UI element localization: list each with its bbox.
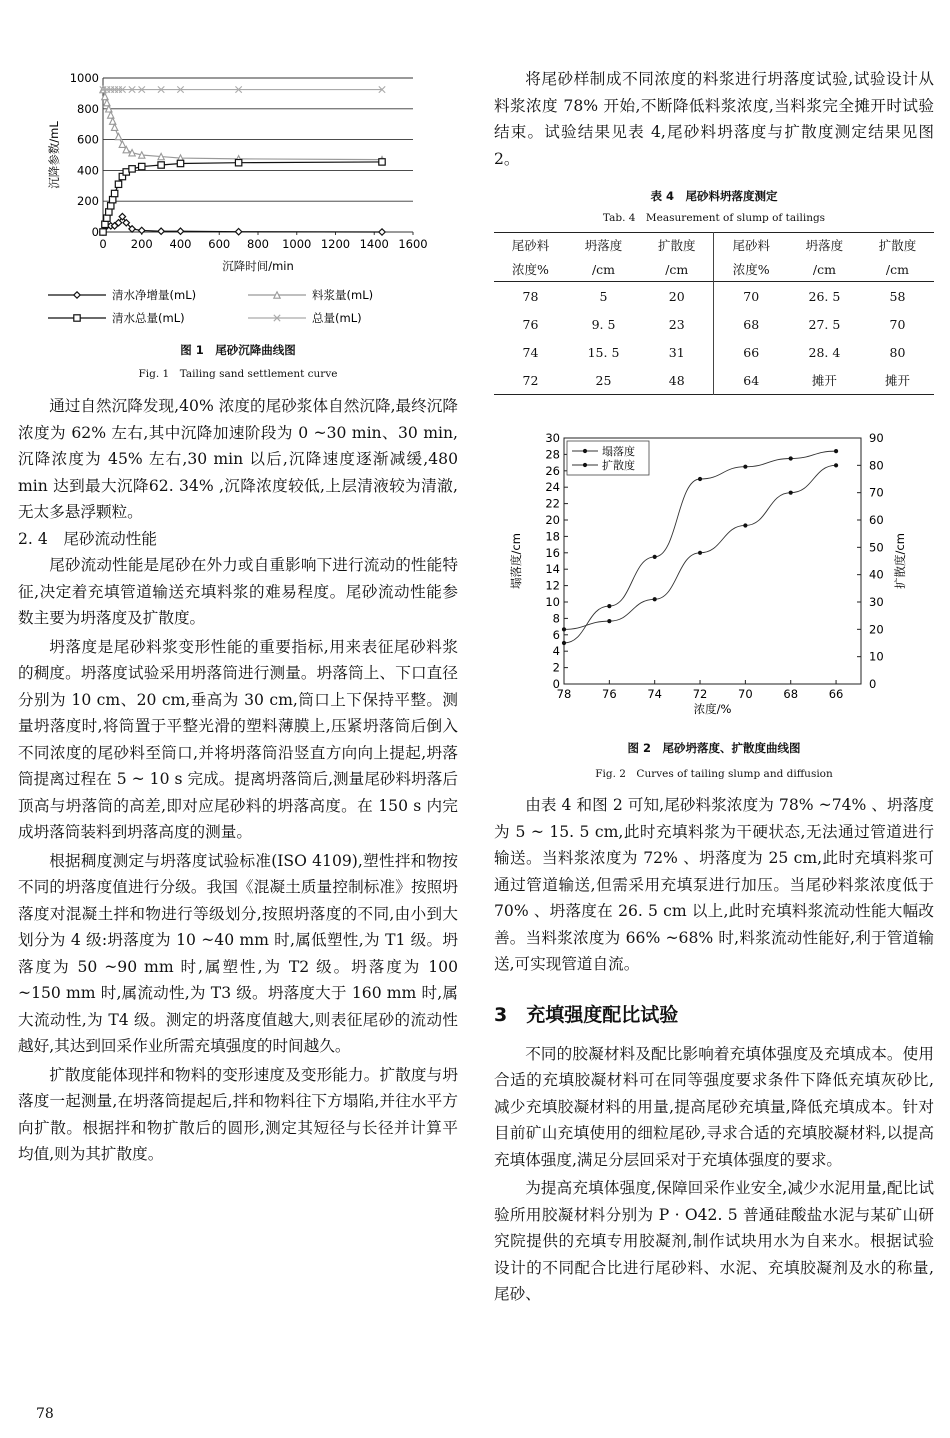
table-header-cell: 扩散度: [640, 233, 714, 258]
y-axis-label: 沉降参数/mL: [47, 121, 61, 189]
right-tick-label: 80: [869, 458, 884, 473]
table-row: [494, 338, 934, 366]
data-point: [743, 465, 747, 469]
x-tick-label: 1600: [398, 237, 428, 251]
x-tick-label: 800: [247, 237, 269, 251]
table-cell: 23: [640, 310, 714, 338]
x-tick-label: 72: [692, 687, 708, 701]
data-point: [119, 213, 125, 219]
x-tick-label: 1000: [282, 237, 312, 251]
table-row: [494, 282, 934, 311]
table-row: [494, 366, 934, 395]
table-cell: 68: [743, 316, 760, 332]
figure-1-caption-en: Fig. 1 Tailing sand settlement curve: [138, 368, 338, 380]
section-heading-2-4: 2. 4 尾砂流动性能: [18, 529, 157, 548]
data-point: [834, 449, 838, 453]
paragraph: 为提高充填体强度,保障回采作业安全,减少水泥用量,配比试验所用胶凝材料分别为 P · O42. 5 普通硅酸盐水泥与某矿山研究院提供的充填专用胶凝剂,制作试块用水为自来水。根据试验设计的不同配合比进行尾砂料、水泥、充填胶凝剂及水的称量,尾砂、: [494, 1179, 934, 1303]
data-point: [108, 112, 114, 118]
table-4-caption-cn: 表 4 尾砂料坍落度测定: [650, 189, 778, 203]
legend-marker: [583, 449, 587, 453]
data-point: [177, 228, 183, 234]
x-tick-label: 0: [99, 237, 107, 251]
right-tick-label: 0: [869, 677, 877, 691]
right-tick-label: 30: [869, 595, 884, 609]
data-point: [111, 190, 117, 196]
legend-label: 料浆量(mL): [312, 288, 374, 302]
table-header-cell: 浓度%: [732, 262, 770, 277]
data-point: [111, 124, 117, 130]
table-header-cell: /cm: [885, 261, 909, 277]
page-number: 78: [36, 1406, 54, 1422]
data-point: [562, 641, 566, 645]
right-tick-label: 50: [869, 540, 884, 555]
right-tick-label: 70: [869, 485, 884, 500]
figure-1-caption-cn: 图 1 尾砂沉降曲线图: [180, 343, 296, 357]
right-tick-label: 90: [869, 431, 884, 445]
data-point: [235, 228, 241, 234]
paragraph: 将尾砂样制成不同浓度的料浆进行坍落度试验,试验设计从料浆浓度 78% 开始,不断降低料浆浓度,当料浆完全摊开时试验结束。试验结果见表 4,尾砂料坍落度与扩散度测定结果见图 2。: [494, 70, 934, 168]
table-row: [494, 310, 934, 338]
left-tick-label: 16: [545, 545, 560, 560]
legend-marker: [583, 463, 587, 467]
y-tick-label: 800: [77, 101, 99, 116]
table-cell: 摊开: [811, 373, 837, 388]
table-cell: 64: [743, 372, 760, 388]
table-header-cell: 尾砂料: [511, 238, 550, 253]
left-tick-label: 6: [552, 627, 560, 642]
table-cell: 27. 5: [808, 316, 841, 332]
legend-label: 扩散度: [602, 459, 635, 472]
table-header-cell: /cm: [812, 261, 836, 277]
left-tick-label: 14: [545, 562, 560, 577]
data-point: [104, 215, 110, 221]
left-tick-label: 8: [552, 611, 560, 626]
figure-2-caption-cn: 图 2 尾砂坍落度、扩散度曲线图: [627, 741, 801, 755]
data-point: [653, 555, 657, 559]
table-cell: 48: [640, 366, 714, 395]
data-point: [743, 523, 747, 527]
data-point: [607, 619, 611, 623]
series-line: [564, 465, 836, 629]
data-point: [653, 597, 657, 601]
left-tick-label: 0: [552, 677, 560, 691]
table-cell: 58: [889, 288, 906, 304]
legend-label: 塌落度: [602, 445, 635, 458]
left-tick-label: 24: [545, 480, 560, 495]
table-cell: 80: [889, 344, 906, 360]
right-tick-label: 40: [869, 567, 884, 582]
left-tick-label: 2: [552, 660, 560, 675]
paragraph: 坍落度是尾砂料浆变形性能的重要指标,用来表征尾砂料浆的稠度。坍落度试验采用坍落筒进行测量。坍落筒上、下口直径分别为 10 cm、20 cm,垂高为 30 cm,筒口上下保持平整。测量坍落度时,将筒置于平整光滑的塑料薄膜上,压紧坍落筒后倒入不同浓度的尾砂料至筒口,并将坍落筒沿竖直方向向上提起,坍落筒提离过程在 5 ~ 10 s 完成。提离坍落筒后,测量尾砂料坍落后顶高与坍落筒的高差,即对应尾砂料的坍落高度。在 150 s 内完成坍落筒装料到坍落高度的测量。: [18, 637, 458, 841]
left-tick-label: 12: [545, 578, 560, 593]
table-4-caption-en: Tab. 4 Measurement of slump of tailings: [602, 212, 826, 224]
data-point: [158, 228, 164, 234]
table-header-cell: 扩散度: [878, 238, 917, 253]
table-cell: 70: [889, 316, 906, 332]
y-tick-label: 0: [91, 225, 99, 239]
table-cell: 28. 4: [808, 344, 841, 360]
table-cell: 74: [522, 344, 539, 360]
paragraph: 根据稠度测定与坍落度试验标准(ISO 4109),塑性拌和物按不同的坍落度值进行分级。我国《混凝土质量控制标准》按照坍落度对混凝土拌和物进行等级划分,按照坍落度的不同,由小到大划分为 4 级:坍落度为 10 ~40 mm 时,属低塑性,为 T1 级。坍落度为 50 ~90 mm 时,属塑性,为 T2 级。坍落度为 100 ~150 mm 时,属流动性,为 T3 级。坍落度大于 160 mm 时,属大流动性,为 T4 级。测定的坍落度值越大,则表征尾砂的流动性越好,其达到回采作业所需充填强度的时间越久。: [18, 851, 458, 1055]
y-tick-label: 1000: [69, 71, 99, 85]
data-point: [108, 203, 114, 209]
data-point: [834, 463, 838, 467]
section-heading-3: 3 充填强度配比试验: [494, 1003, 679, 1026]
left-tick-label: 20: [545, 513, 560, 527]
left-tick-label: 10: [545, 595, 560, 609]
paragraph: 不同的胶凝材料及配比影响着充填体强度及充填成本。使用合适的充填胶凝材料可在同等强度要求条件下降低充填灰砂比,减少充填胶凝材料的用量,提高尾砂充填量,降低充填成本。针对目前矿山充填使用的细粒尾砂,寻求合适的充填胶凝材料,以提高充填体强度,满足分层回采对于充填体强度的要求。: [494, 1044, 934, 1169]
data-point: [119, 141, 125, 147]
table-cell: 78: [522, 288, 539, 304]
x-tick-label: 200: [130, 237, 153, 251]
table-header-cell: 尾砂料: [732, 238, 770, 253]
table-header-cell: 坍落度: [805, 238, 844, 253]
table-cell: 25: [595, 372, 612, 388]
x-tick-label: 400: [169, 237, 192, 251]
data-point: [109, 118, 115, 124]
data-point: [379, 229, 385, 235]
data-point: [139, 163, 145, 169]
paragraph: 扩散度能体现拌和物料的变形速度及变形能力。扩散度与坍落度一起测量,在坍落筒提起后,拌和物料往下方塌陷,并往水平方向扩散。根据拌和物扩散后的圆形,测定其短径与长径并计算平均值,则为其扩散度。: [18, 1065, 458, 1163]
right-tick-label: 10: [869, 649, 884, 664]
x-tick-label: 70: [738, 687, 753, 701]
legend-marker: [74, 315, 80, 321]
data-point: [177, 160, 183, 166]
table-cell: 5: [599, 288, 608, 304]
right-axis-label: 扩散度/cm: [893, 533, 907, 589]
left-tick-label: 28: [545, 447, 560, 462]
series-line: [103, 90, 382, 160]
x-axis-label: 浓度/%: [693, 702, 732, 716]
left-tick-label: 4: [552, 644, 560, 659]
data-point: [789, 456, 793, 460]
legend-label: 总量(mL): [312, 311, 362, 325]
series-line: [103, 162, 382, 232]
x-axis-label: 沉降时间/min: [222, 259, 294, 273]
x-tick-label: 1200: [320, 237, 351, 251]
data-point: [158, 162, 164, 168]
right-tick-label: 20: [869, 622, 884, 637]
x-tick-label: 66: [828, 687, 844, 701]
table-header-cell: /cm: [640, 257, 714, 282]
table-cell: 摊开: [884, 373, 910, 388]
y-tick-label: 600: [77, 132, 99, 147]
y-tick-label: 400: [77, 163, 99, 178]
table-cell: 31: [640, 338, 714, 366]
data-point: [129, 166, 135, 172]
right-tick-label: 60: [869, 513, 884, 527]
table-cell: 15. 5: [587, 344, 620, 360]
left-tick-label: 22: [545, 496, 560, 511]
table-header-cell: /cm: [591, 261, 616, 277]
legend-marker: [74, 292, 80, 298]
data-point: [104, 99, 110, 105]
legend-label: 清水总量(mL): [112, 311, 185, 325]
x-tick-label: 600: [208, 237, 231, 251]
data-point: [607, 604, 611, 608]
table-cell: 76: [522, 316, 539, 332]
table-cell: 26. 5: [808, 288, 841, 304]
table-cell: 70: [743, 288, 760, 304]
data-point: [698, 477, 702, 481]
data-point: [789, 491, 793, 495]
data-point: [109, 196, 115, 202]
left-axis-label: 塌落度/cm: [509, 533, 523, 589]
data-point: [115, 133, 121, 139]
table-cell: 20: [640, 282, 714, 311]
y-tick-label: 200: [77, 194, 99, 209]
data-point: [562, 627, 566, 631]
data-point: [139, 227, 145, 233]
paragraph: 通过自然沉降发现,40% 浓度的尾砂浆体自然沉降,最终沉降浓度为 62% 左右,其中沉降加速阶段为 0 ~30 min、30 min,沉降浓度为 45% 左右,30 min 以后,沉降速度逐渐减缓,480 min 达到最大沉降62. 34% ,沉降浓度较低,上层清液较为清澈,无太多悬浮颗粒。: [18, 397, 458, 521]
data-point: [106, 209, 112, 215]
x-tick-label: 68: [783, 687, 799, 701]
table-4: [494, 232, 934, 395]
paragraph: 由表 4 和图 2 可知,尾砂料浆浓度为 78% ~74% 、坍落度为 5 ~ 15. 5 cm,此时充填料浆为干硬状态,无法通过管道进行输送。当料浆浓度为 72% 、坍落度为 25 cm,此时充填料浆可通过管道输送,但需采用充填泵进行加压。当尾砂料浆浓度低于 70% 、坍落度在 26. 5 cm 以上,此时充填料浆流动性能大幅改善。当料浆浓度为 66% ~68% 时,料浆流动性能好,利于管道输送,可实现管道自流。: [494, 796, 934, 973]
table-cell: 72: [522, 372, 539, 388]
left-tick-label: 18: [545, 529, 560, 544]
table-header-cell: 坍落度: [584, 238, 623, 253]
table-cell: 66: [743, 344, 760, 360]
figure-2-caption-en: Fig. 2 Curves of tailing slump and diffusion: [595, 768, 833, 780]
x-tick-label: 74: [647, 687, 663, 701]
data-point: [100, 229, 106, 235]
data-point: [102, 221, 108, 227]
left-tick-label: 30: [545, 431, 560, 445]
x-tick-label: 1400: [359, 237, 389, 251]
data-point: [115, 181, 121, 187]
figure-2-chart: [494, 428, 934, 728]
data-point: [379, 159, 385, 165]
left-tick-label: 26: [545, 463, 560, 478]
legend-label: 清水净增量(mL): [112, 288, 197, 302]
data-point: [698, 551, 702, 555]
x-tick-label: 78: [556, 687, 572, 701]
paragraph: 尾砂流动性能是尾砂在外力或自重影响下进行流动的性能特征,决定着充填管道输送充填料浆的难易程度。尾砂流动性能参数主要为坍落度及扩散度。: [18, 556, 458, 627]
x-tick-label: 76: [602, 687, 617, 701]
table-cell: 9. 5: [591, 316, 616, 332]
table-header-cell: 浓度%: [512, 262, 549, 277]
data-point: [235, 160, 241, 166]
